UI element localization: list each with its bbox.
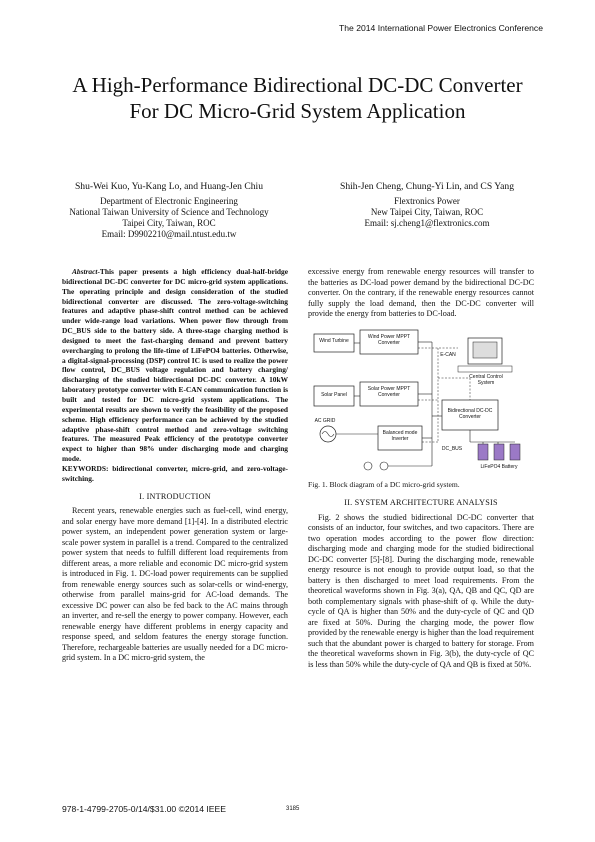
keywords-label: KEYWORDS: — [62, 463, 109, 473]
keywords — [62, 464, 288, 484]
intro-continued: excessive energy from renewable energy resources will transfer to the batteries as DC-load power demand by the bidirectional DC-DC converter. On the contrary, if the renewable energy resources cannot fully supply the load demand, then the DC-DC converter will provide the energy from batteries to DC-load. — [308, 267, 534, 318]
keywords-text: bidirectional converter, micro-grid, and zero-voltage-switching. — [62, 463, 288, 483]
author-city: Taipei City, Taiwan, ROC — [122, 218, 216, 228]
intro-paragraph: Recent years, renewable energies such as fuel-cell, wind energy, and solar energy have more demand [1]-[4]. In a distributed electric power system, an independent power generation system or large-scale power system in parallel is a trend. Compared to the centralized power system that needs to fulfill different load requirements from different areas, a more reliable and economic DC micro-grid system is introduced in Fig. 1. DC-load power requirements can be supplied from renewable energy sources such as solar-cells or wind-energy, otherwise from parallel mains-grid for AC-load demands. The excessive DC power can also be fed back to the AC mains through an inverter, and re-sell the energy to power company. However, each renewable energy have different problems in energy capacity and response speed, and seldom features the energy storage function. Therefore, rechargeable batteries are usually needed for a DC micro-grid system. In a DC micro-grid system, the — [62, 506, 288, 663]
label-dcbus: DC_BUS — [441, 445, 463, 452]
author-block-left — [44, 181, 294, 240]
footer-isbn: 978-1-4799-2705-0/14/$31.00 ©2014 IEEE — [62, 804, 227, 814]
author-names: Shih-Jen Cheng, Chung-Yi Lin, and CS Yang — [339, 181, 515, 192]
label-bidir: Bidirectional DC-DC Converter — [447, 407, 493, 420]
system-paragraph: Fig. 2 shows the studied bidirectional DC-DC converter that consists of an inductor, four switches, and two capacitors. There are two operation modes according to the power flow direction: discharging mode and charging mode for the studied bidirectional DC-DC converter [5]-[8]. During the discharging mode, renewable energy resource is not enough to provide output load, so that the battery is then discharged to meet load requirements. From the theoretical waveforms shown in Fig. 3(a), QA, QB and QC, QD are both complementary signals with phase-shift of φ. While the duty-cycle of QA is higher than 50% and the duty-cycle of QC and QD are fixed at 50%. During the charging mode, the power flow provided by the renewable energy is higher than the load requirement such that the abundant power is charged to battery for storage. From the theoretical waveforms shown in Fig. 3(b), the duty-cycle of QC is less than 50% while the duty-cycle of QA and QB is fixed at 50%. — [308, 512, 534, 669]
abstract — [62, 267, 288, 464]
block-diagram-svg — [308, 326, 534, 478]
author-names: Shu-Wei Kuo, Yu-Kang Lo, and Huang-Jen Chiu — [74, 181, 264, 192]
author-block-right — [302, 181, 552, 229]
label-solar-power: Solar Power MPPT Converter — [367, 385, 411, 398]
author-org: Flextronics Power — [394, 196, 460, 206]
author-dept: Department of Electronic Engineering — [100, 196, 238, 206]
figure-block-diagram — [308, 326, 534, 478]
label-wind-power: Wind Power MPPT Converter — [367, 333, 411, 346]
figure-caption: Fig. 1. Block diagram of a DC micro-grid system. — [308, 479, 460, 489]
section-heading-intro: I. INTRODUCTION — [139, 491, 211, 501]
author-email: Email: sj.cheng1@flextronics.com — [364, 218, 490, 228]
abstract-label: Abstract- — [72, 267, 100, 276]
label-ac: AC GRID — [314, 417, 336, 424]
conference-header: The 2014 International Power Electronics Conference — [339, 23, 543, 33]
section-heading-system: II. SYSTEM ARCHITECTURE ANALYSIS — [344, 498, 498, 507]
label-inverter: Balanced mode Inverter — [382, 429, 418, 442]
author-email: Email: D9902210@mail.ntust.edu.tw — [101, 229, 237, 239]
right-column — [308, 267, 534, 670]
abstract-text: This paper presents a high efficiency dual-half-bridge bidirectional DC-DC converter for DC micro-grid system applications. The operating principle and design consideration of the studied bidirectional converter are discussed. The zero-voltage-switching features and adaptive phase-shift control method can be achieved under wide-range load variations. When power flow through from DC_BUS side to the battery side. A three-stage charging method is designed to meet the fast-charging demand and prevent battery overcharging to prolong the life-time of LiFePO4 batteries. Otherwise, a digital-signal-processing (DSP) control IC is used to realize the power flow control, DC_BUS voltage regulation and battery charging/ discharging of the studied bidirectional DC-DC converter. A 10kW laboratory prototype converter with E-CAN communication function is built and tested for DC micro-grid system applications. The experimental results are shown to verify the feasibility of the proposed scheme. High efficiency performance can be achieved by the studied adaptive phase-shift control method and zero-voltage switching features. The measured Peak efficiency of the prototype converter expect to higher than 98% under discharging mode and charging mode. — [62, 267, 288, 464]
battery-icon — [478, 444, 488, 460]
label-central: Central Control System — [469, 373, 503, 386]
label-solar-panel: Solar Panel — [321, 391, 347, 398]
left-column — [62, 267, 288, 664]
author-city: New Taipei City, Taiwan, ROC — [370, 207, 484, 217]
label-ecan: E-CAN — [440, 351, 456, 358]
paper-title: A High-Performance Bidirectional DC-DC Converter For DC Micro-Grid System Application — [72, 73, 523, 123]
page-number: 3185 — [286, 806, 300, 812]
author-univ: National Taiwan University of Science and Technology — [69, 207, 269, 217]
label-wind-turbine: Wind Turbine — [319, 337, 349, 344]
label-battery: LiFePO4 Battery — [480, 463, 518, 470]
